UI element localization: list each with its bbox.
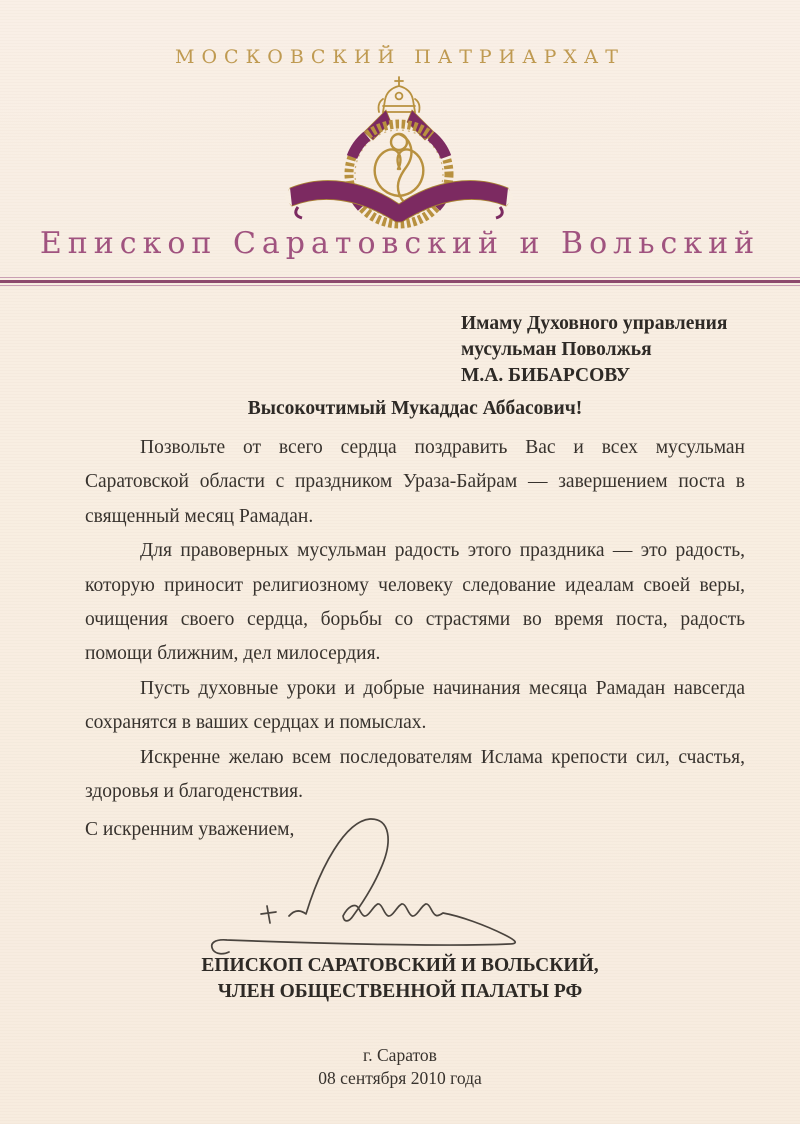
body-paragraph: Для правоверных мусульман радость этого праздника — это радость, которую приносит религиозному человеку следование идеалам своей веры, очищения своего сердца, борьбы со страстями во время поста, радость помощи ближним, дел милосердия. <box>85 540 745 665</box>
signature-icon <box>185 813 595 963</box>
closing-line: С искренним уважением, <box>85 819 295 840</box>
body-paragraph: Позвольте от всего сердца поздравить Вас и всех мусульман Саратовской области с праздником Ураза-Байрам — завершением поста в священный месяц Рамадан. <box>85 437 745 527</box>
signer-title-block <box>0 953 800 1005</box>
body-paragraph: Пусть духовные уроки и добрые начинания месяца Рамадан навсегда сохранятся в ваших сердцах и помыслах. <box>85 677 745 734</box>
place-date-block <box>0 1044 800 1090</box>
recipient-line: М.А. БИБАРСОВУ <box>461 365 631 386</box>
recipient-block <box>461 311 727 389</box>
emblem-graphic <box>284 76 514 236</box>
organization-header: МОСКОВСКИЙ ПАТРИАРХАТ <box>175 46 625 68</box>
bishop-title-heading: Епископ Саратовский и Вольский <box>39 226 761 261</box>
salutation: Высокочтимый Мукаддас Аббасович! <box>247 398 583 419</box>
city-line: г. Саратов <box>363 1045 437 1065</box>
handwritten-signature <box>185 813 595 963</box>
letterhead-divider <box>0 277 800 286</box>
body-paragraph: Искренне желаю всем последователям Ислама крепости сил, счастья, здоровья и благоденствия. <box>85 746 745 803</box>
crown-icon <box>379 77 420 112</box>
letter-body <box>85 431 745 809</box>
signer-line: ЧЛЕН ОБЩЕСТВЕННОЙ ПАЛАТЫ РФ <box>217 981 583 1002</box>
recipient-line: мусульман Поволжья <box>461 339 652 360</box>
recipient-line: Имаму Духовного управления <box>461 313 728 334</box>
patriarchate-emblem <box>284 76 514 236</box>
signer-line: ЕПИСКОП САРАТОВСКИЙ И ВОЛЬСКИЙ, <box>201 955 599 976</box>
date-line: 08 сентября 2010 года <box>318 1068 482 1088</box>
